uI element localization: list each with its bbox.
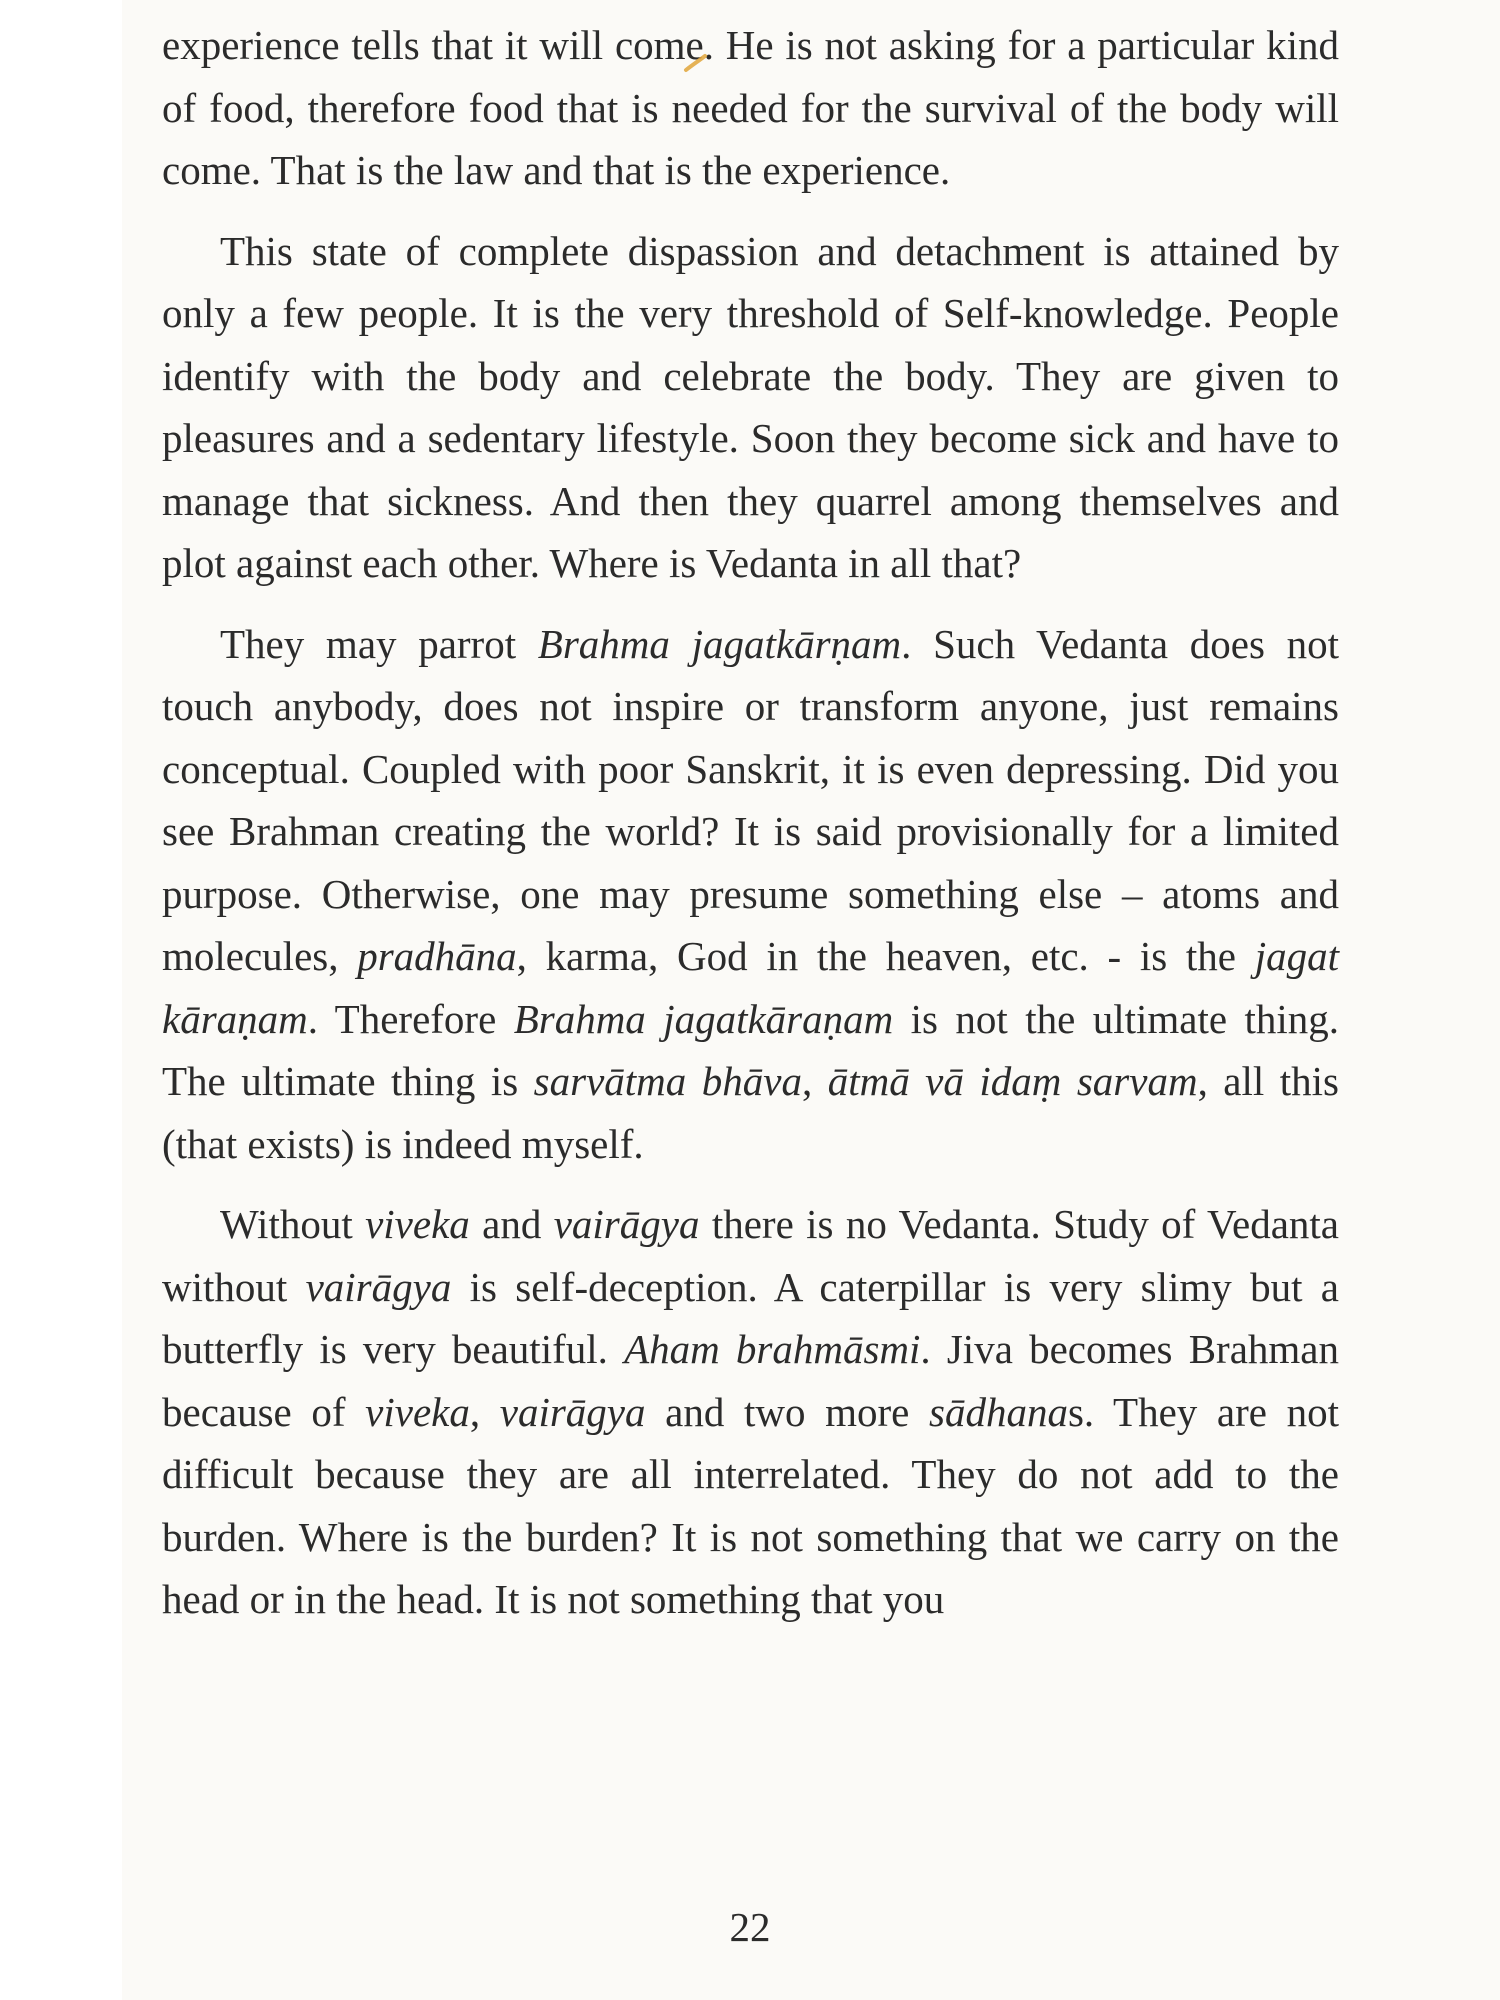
italic-term: sarvātma bhāva — [533, 1058, 802, 1104]
italic-term: sādhana — [928, 1388, 1068, 1435]
italic-term: Aham brahmāsmi — [624, 1326, 921, 1372]
italic-term: viveka — [365, 1201, 470, 1247]
text-run: , — [469, 1388, 500, 1435]
paragraph-1 — [162, 14, 1339, 202]
page-body — [162, 14, 1339, 1649]
text-run: there is no Vedanta. Study of Vedanta without — [162, 1201, 1340, 1310]
text-run: is not the ultimate thing. The ultimate thing is — [162, 995, 1339, 1104]
text-run: , all this (that exists) is indeed myself. — [162, 1058, 1339, 1167]
italic-term: vairāgya — [553, 1201, 700, 1247]
text-run: s. They are not difficult because they are all interrelated. They do not add to the burden. Where is the burden? It is not something that we carry on the head or in the head. It is not something that you — [162, 1388, 1339, 1622]
text-run: . Jiva becomes Brahman because of — [162, 1326, 1339, 1435]
italic-term: vairāgya — [305, 1263, 452, 1310]
text-run: They may parrot — [220, 620, 538, 667]
text-run: Without — [220, 1201, 366, 1247]
page-number: 22 — [729, 1904, 771, 1950]
text-run: , — [801, 1058, 828, 1104]
text-run: and two more — [645, 1388, 929, 1435]
italic-term: Brahma jagatkārṇam — [537, 620, 902, 667]
text-run: This state of complete dispassion and detachment is attained by only a few people. It is the very threshold of Self-knowledge. People identify with the body and celebrate the body. They are given to pleasures and a sedentary lifestyle. Soon they become sick and have to manage that sickness. And then they quarrel among themselves and plot against each other. Where is Vedanta in all that? — [162, 227, 1339, 586]
italic-term: Brahma jagatkāraṇam — [513, 995, 894, 1042]
text-run: . Therefore — [307, 995, 514, 1042]
italic-term: viveka — [365, 1388, 470, 1435]
text-run: , karma, God in the heaven, etc. - is the — [516, 933, 1255, 979]
italic-term: ātmā vā idaṃ sarvam — [827, 1058, 1198, 1104]
text-run: and — [469, 1201, 554, 1247]
pen-mark-icon — [683, 52, 709, 74]
text-run: experience tells that it will come. He is not asking for a particular kind of food, therefore food that is needed for the survival of the body will come. That is the law and that is the experience. — [162, 22, 1339, 193]
text-run: is self-deception. A caterpillar is very slimy but a butterfly is very beautiful. — [162, 1263, 1339, 1372]
paragraph-3 — [162, 613, 1339, 1176]
italic-term: jagat kāraṇam — [162, 933, 1339, 1042]
italic-term: vairāgya — [499, 1388, 646, 1435]
text-run: . Such Vedanta does not touch anybody, does not inspire or transform anyone, just remains conceptual. Coupled with poor Sanskrit, it is even depressing. Did you see Brahman creating the world? It is said provisionally for a limited purpose. Otherwise, one may presume something else – atoms and molecules, — [162, 620, 1339, 979]
italic-term: pradhāna — [357, 933, 517, 979]
paragraph-2 — [162, 220, 1339, 595]
paragraph-4 — [162, 1193, 1339, 1631]
